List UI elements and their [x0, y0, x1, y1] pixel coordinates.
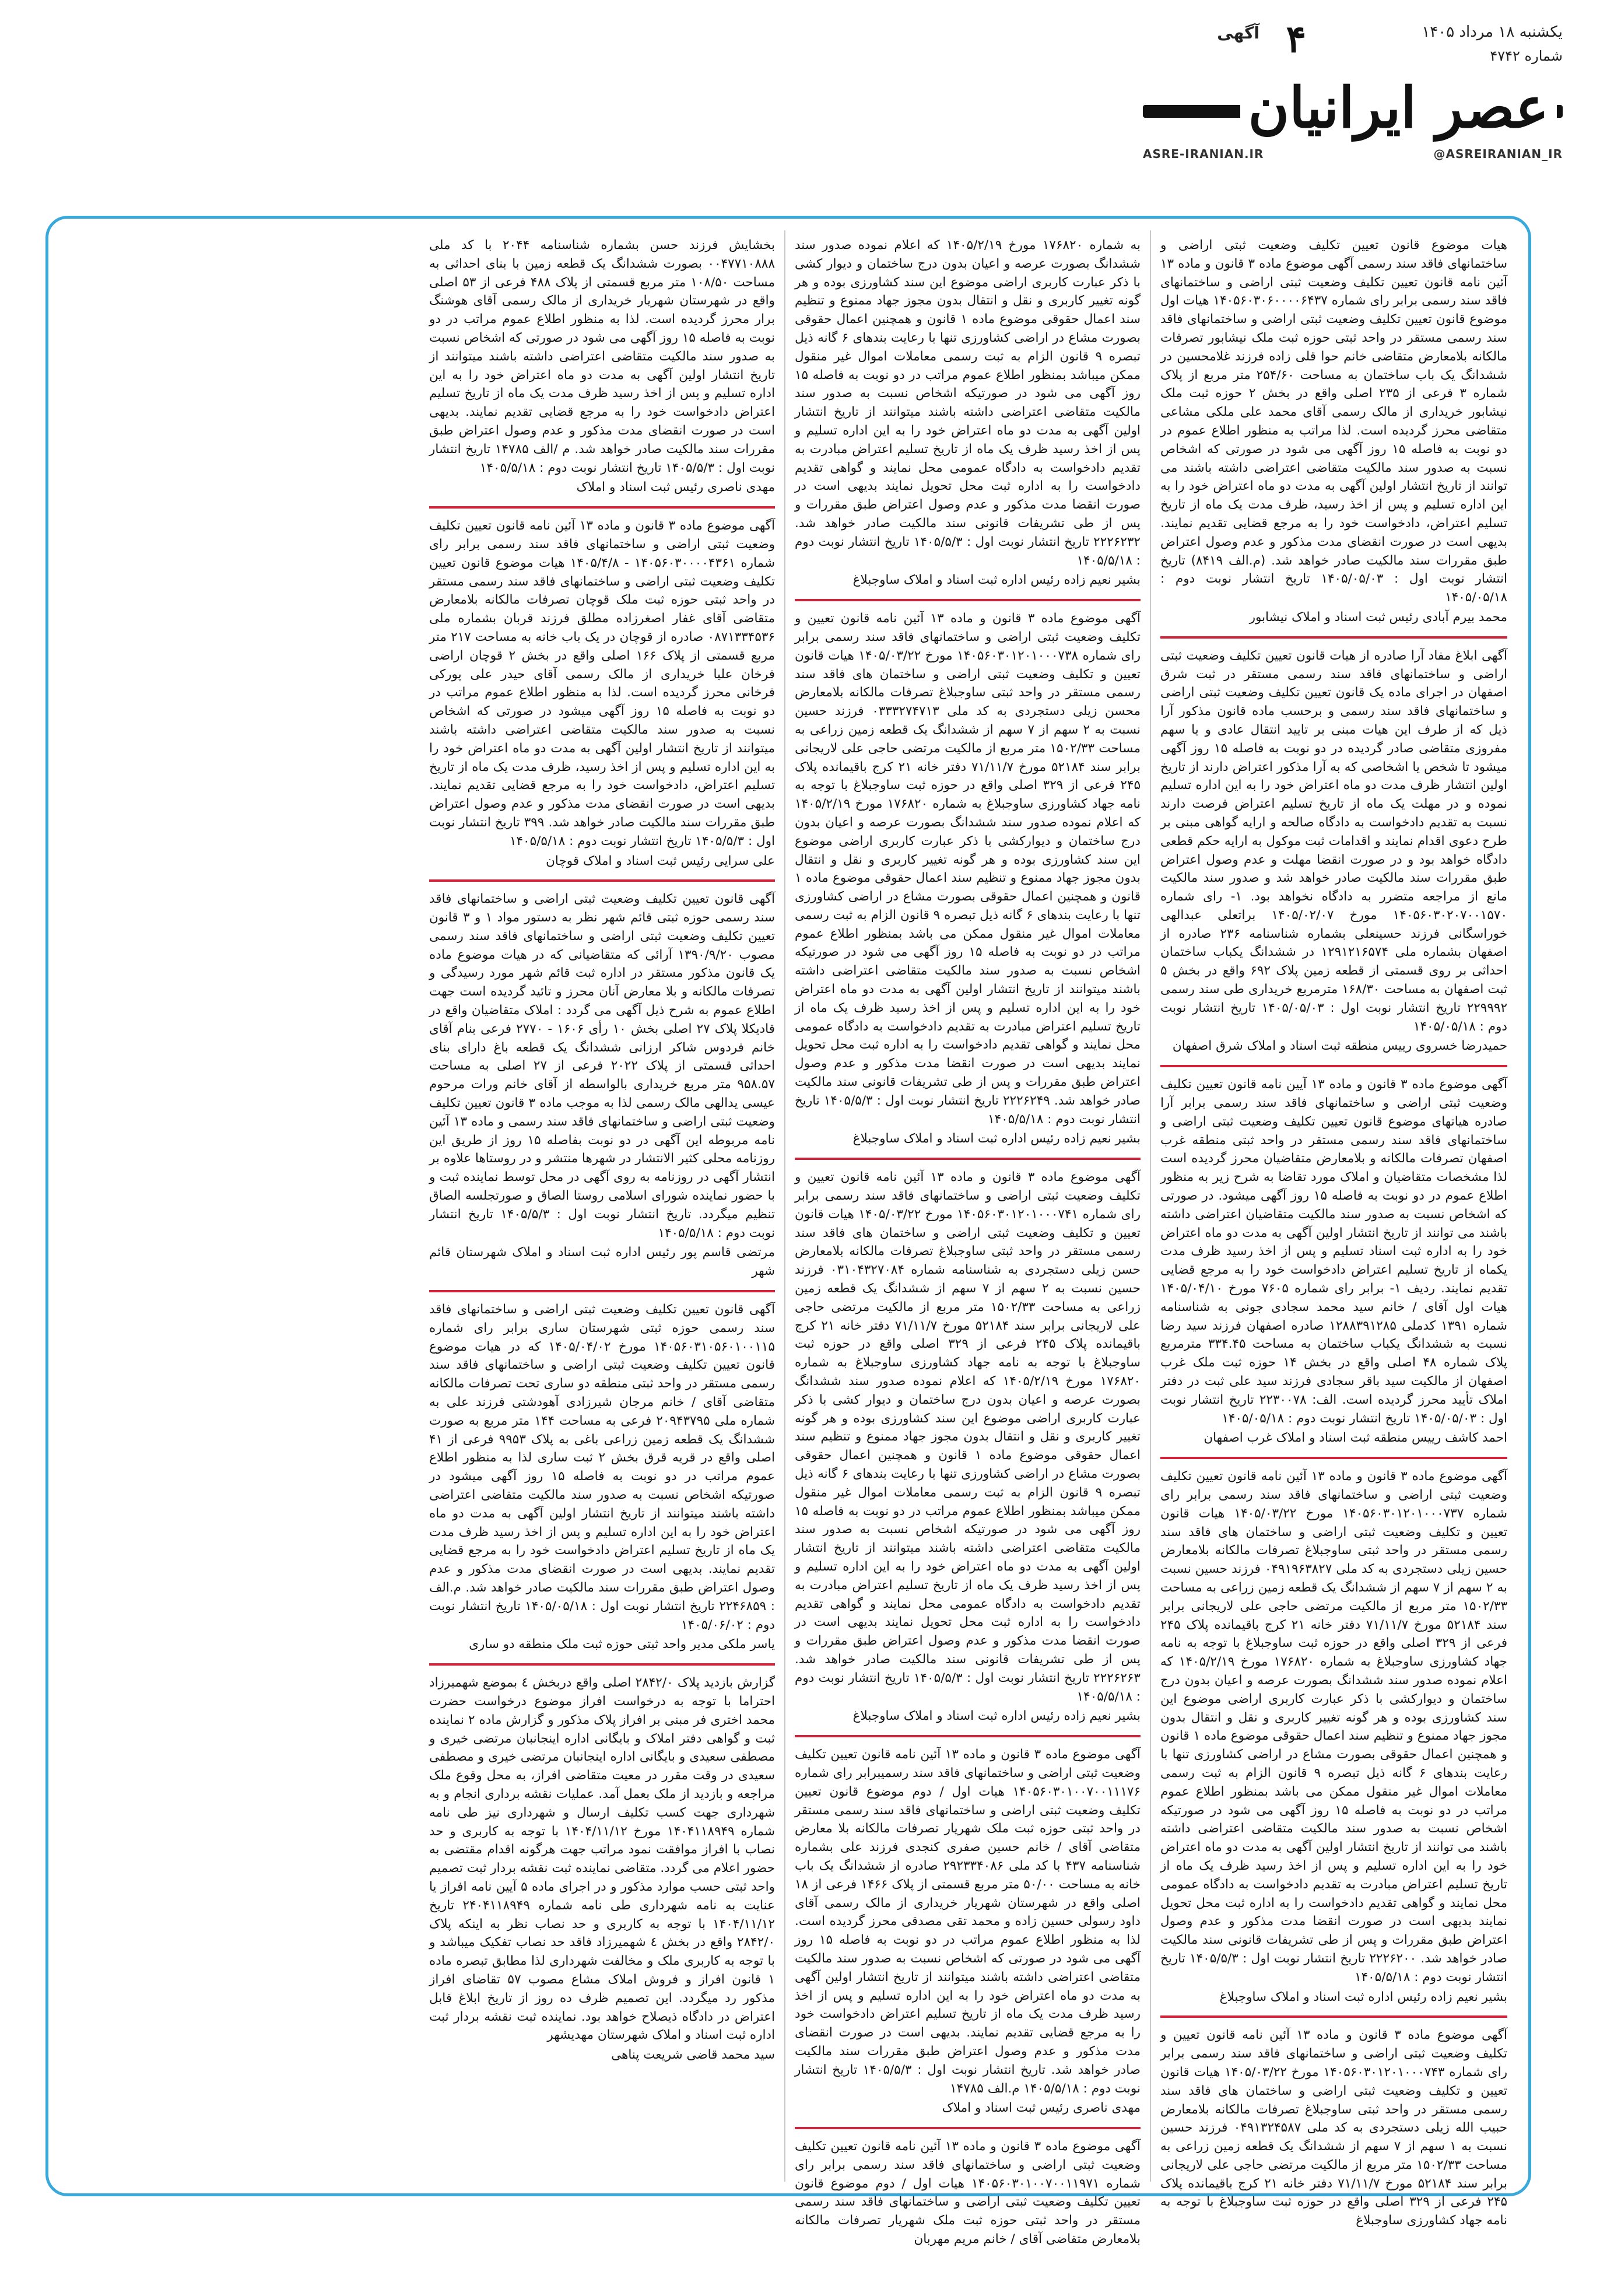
notice-body: آگهی موضوع ماده ۳ قانون و ماده ۱۳ آئین نامه قانون تعیین تکلیف وضعیت ثبتی اراضی و ساختمانهای فاقد سند رسمی برابر رای شماره ۱۴۰۵۶۰۳۰۰۰۰۴۳۶۱ - ۱۴۰۵/۴/۸ هیات موضوع قانون تعیین تکلیف وضعیت ثبتی اراضی و ساختمانهای فاقد سند رسمی مستقر در واحد ثبتی حوزه ثبت ملک قوچان تصرفات مالکانه بلامعارض متقاضی آقای غفار اصغرزاده مطلق فرزند قربان بشماره ملی ۰۸۷۱۳۳۴۵۳۶ صادره از قوچان در یک باب خانه به مساحت ۲۱۷ متر مربع قسمتی از پلاک ۱۶۶ اصلی واقع در بخش ۲ قوچان اراضی فرخان علیا خریداری از مالک رسمی آقای حیدر علی پورکی فرخانی محرز گردیده است. لذا به منظور اطلاع عموم مراتب در دو نوبت به فاصله ۱۵ روز آگهی میشود در صورتی که اشخاص نسبت به صدور سند مالکیت متقاضی اعتراضی داشته باشند میتوانند از تاریخ انتشار اولین آگهی به مدت دو ماه اعتراض خود را به این اداره تسلیم و پس از اخذ رسید، ظرف مدت یک ماه از تاریخ تسلیم اعتراض، دادخواست خود را به مرجع قضایی تقدیم نمایند. بدیهی است در صورت انقضای مدت مذکور و عدم وصول اعتراض طبق مقررات سند مالکیت صادر خواهد شد. ۳۹۹ تاریخ انتشار نوبت اول : ۱۴۰۵/۵/۳ تاریخ انتشار نوبت دوم : ۱۴۰۵/۵/۱۸ [429, 518, 776, 849]
notice-body: گزارش بازدید پلاک ۲۸۴۲/۰ اصلی واقع دربخش ٤ بموضع شهمیرزاد احتراما با توجه به درخواست افراز موضوع درخواست حضرت محمد اختری فر مبنی بر افراز پلاک مذکور و گزارش ماده ۲ نماینده ثبت و گواهی دفتر املاک و بایگانی اداره اینجانبان مرتضی خیری و مصطفی سعیدی و بایگانی اداره اینجانبان مرتضی خیری و مصطفی سعیدی در وقت مقرر در معیت متقاضی افراز، به محل وقوع ملک مراجعه و بازدید از ملک بعمل آمد. عملیات نقشه برداری انجام و به شهرداری جهت کسب تکلیف ارسال و شهرداری نیز طی نامه شماره ۱۴۰۴۱۱۸۹۴۹ مورخ ۱۴۰۴/۱۱/۱۲ با توجه به کاربری و حد نصاب با افراز موافقت نمود مراتب جهت هرگونه اقدام مقتضی به حضور اعلام می گردد. متقاضی نماینده ثبت نقشه بردار ثبت تصمیم واحد ثبتی حسب موارد مذکور و در اجرای ماده ۵ آیین نامه افراز یا عنایت به نامه شهرداری طی نامه شماره ۲۴۰۴۱۱۸۹۴۹ تاریخ ۱۴۰۴/۱۱/۱۲ با توجه به کاربری و حد نصاب نظر به اینکه پلاک ۲۸۴۲/۰ واقع در بخش ٤ شهمیرزاد فاقد حد نصاب تفکیک میباشد و با توجه به کاربری ملک و مخالفت شهرداری لذا مطابق تبصره ماده ۱ قانون افراز و فروش املاک مشاع مصوب ۵۷ تقاضای افراز مذکور رد میگردد. این تصمیم ظرف ده روز از تاریخ ابلاغ قابل اعتراض در دادگاه ذیصلاح خواهد بود. نماینده ثبت نقشه بردار ثبت اداره ثبت اسناد و املاک شهرستان مهدیشهر [429, 1675, 776, 2043]
ad-columns [60, 230, 1517, 2247]
legal-notice [795, 599, 1141, 1152]
page-number: ۴ [1286, 17, 1306, 61]
notice-signature: علی سرایی رئیس ثبت اسناد و املاک قوچان [546, 853, 775, 868]
notice-body: آگهی موضوع ماده ۳ قانون و ماده ۱۳ آئین نامه قانون تعیین و تکلیف وضعیت ثبتی اراضی و ساختمانهای فاقد سند رسمی برابر رای شماره ۱۴۰۵۶۰۳۰۱۲۰۱۰۰۰۷۳۸ مورخ ۱۴۰۵/۰۳/۲۲ هیات قانون تعیین و تکلیف وضعیت ثبتی اراضی و ساختمان های فاقد سند رسمی مستقر در واحد ثبتی ساوجبلاغ تصرفات مالکانه بلامعارض محسن زیلی دستجردی به کد ملی ۰۳۳۳۲۷۴۷۱۳ فرزند حسین نسبت به ۲ سهم از ۷ سهم از ششدانگ یک قطعه زمین زراعی به مساحت ۱۵۰۲/۳۳ متر مربع از مالکیت مرتضی حاجی علی لاریجانی برابر سند ۵۲۱۸۴ مورخ ۷۱/۱۱/۷ دفتر خانه ۲۱ کرج باقیمانده پلاک ۲۴۵ فرعی از ۳۲۹ اصلی واقع در حوزه ثبت ساوجبلاغ با توجه به نامه جهاد کشاورزی ساوجبلاغ به شماره ۱۷۶۸۲۰ مورخ ۱۴۰۵/۲/۱۹ که اعلام نموده صدور سند ششدانگ بصورت عرصه و اعیان بدون درج ساختمان و دیوارکشی با ذکر عبارت کاربری اراضی موضوع این سند کشاورزی بوده و هر گونه تغییر کاربری و نقل و انتقال بدون مجوز جهاد ممنوع و تنظیم سند اعمال حقوقی موضوع ماده ۱ قانون و همچنین اعمال حقوقی بصورت مشاع در اراضی کشاورزی تنها با رعایت بندهای ۶ گانه ذیل تبصره ۹ قانون الزام به ثبت رسمی معاملات اموال غیر منقول ممکن می باشد بمنظور اطلاع عموم مراتب در دو نوبت به فاصله ۱۵ روز آگهی می شود در صورتیکه اشخاص نسبت به صدور سند مالکیت متقاضی اعتراضی داشته باشند میتوانند از تاریخ انتشار اولین آگهی به مدت دو ماه اعتراض خود را به این اداره تسلیم و پس از اخذ رسید ظرف یک ماه از تاریخ تسلیم اعتراض مبادرت به تقدیم دادخواست به دادگاه عمومی محل نمایند و گواهی تقدیم دادخواست را به اداره ثبت محل تحویل نمایند بدیهی است در صورت انقضا مدت مذکور و عدم وصول اعتراض طبق مقررات و پس از طی تشریفات قانونی سند مالکیت صادر خواهد شد. ۲۲۲۶۲۴۹ تاریخ انتشار نوبت اول : ۱۴۰۵/۵/۳ تاریخ انتشار نوبت دوم : ۱۴۰۵/۵/۱۸ [795, 611, 1141, 1127]
legal-notice [1160, 230, 1507, 630]
notice-signature: احمد کاشف رییس منطقه ثبت اسناد و املاک غرب اصفهان [1204, 1431, 1507, 1446]
notice-signature: یاسر ملکی مدیر واحد ثبتی حوزه ثبت ملک منطقه دو ساری [469, 1637, 775, 1652]
notice-body: آگهی موضوع ماده ۳ قانون و ماده ۱۳ آئین نامه قانون تعیین و تکلیف وضعیت ثبتی اراضی و ساختمانهای فاقد سند رسمی برابر رای شماره ۱۴۰۵۶۰۳۰۱۲۰۱۰۰۰۷۴۱ مورخ ۱۴۰۵/۰۳/۲۲ هیات قانون تعیین و تکلیف وضعیت ثبتی اراضی و ساختمان های فاقد سند رسمی مستقر در واحد ثبتی ساوجبلاغ تصرفات مالکانه بلامعارض حسن زیلی دستجردی به شناسنامه شماره ۰۳۱۰۴۳۲۷۰۸۴ فرزند حسین نسبت به ۲ سهم از ۷ سهم از ششدانگ یک قطعه زمین زراعی به مساحت ۱۵۰۲/۳۳ متر مربع از مالکیت مرتضی حاجی علی لاریجانی برابر سند ۵۲۱۸۴ مورخ ۷۱/۱۱/۷ دفتر خانه ۲۱ کرج باقیمانده پلاک ۲۴۵ فرعی از ۳۲۹ اصلی واقع در حوزه ثبت ساوجبلاغ با توجه به نامه جهاد کشاورزی ساوجبلاغ به شماره ۱۷۶۸۲۰ مورخ ۱۴۰۵/۲/۱۹ که اعلام نموده صدور سند ششدانگ بصورت عرصه و اعیان بدون درج ساختمان و دیوار کشی با ذکر عبارت کاربری اراضی موضوع این سند کشاورزی بوده و هر گونه تغییر کاربری و نقل و انتقال بدون مجوز جهاد ممنوع و تنظیم سند اعمال حقوقی موضوع ماده ۱ قانون و همچنین اعمال حقوقی بصورت مشاع در اراضی کشاورزی تنها با رعایت بندهای ۶ گانه ذیل تبصره ۹ قانون الزام به ثبت رسمی معاملات اموال غیر منقول ممکن میباشد بمنظور اطلاع عموم مراتب در دو نوبت به فاصله ۱۵ روز آگهی می شود در صورتیکه اشخاص نسبت به صدور سند مالکیت متقاضی اعتراضی داشته باشند میتوانند از تاریخ انتشار اولین آگهی به مدت دو ماه اعتراض خود را به این اداره تسلیم و پس از اخذ رسید ظرف یک ماه از تاریخ تسلیم اعتراض مبادرت به تقدیم دادخواست به دادگاه عمومی محل نمایند و گواهی تقدیم دادخواست را به اداره ثبت محل تحویل نمایند بدیهی است در صورت انقضا مدت مذکور و عدم وصول اعتراض طبق مقررات و پس از طی تشریفات قانونی سند مالکیت صادر خواهد شد. ۲۲۲۶۲۶۳ تاریخ انتشار نوبت اول : ۱۴۰۵/۵/۳ تاریخ انتشار نوبت دوم : ۱۴۰۵/۵/۱۸ [795, 1170, 1141, 1704]
instagram-handle[interactable]: @ASREIRANIAN_IR [1433, 147, 1563, 161]
legal-notice [429, 1663, 775, 2068]
legal-notice [1160, 1065, 1507, 1451]
legal-notice [795, 1158, 1141, 1729]
notice-body: آگهی موضوع ماده ۳ قانون و ماده ۱۳ آئین نامه قانون تعیین تکلیف وضعیت ثبتی اراضی و ساختمانهای فاقد سند رسمی برابر رای شماره ۱۴۰۵۶۰۳۰۱۲۰۱۰۰۰۷۳۷ مورخ ۱۴۰۵/۰۳/۲۲ هیات قانون تعیین و تکلیف وضعیت ثبتی اراضی و ساختمان های فاقد سند رسمی مستقر در واحد ثبتی ساوجبلاغ تصرفات مالکانه بلامعارض حسین زیلی دستجردی به کد ملی ۰۴۹۱۹۶۳۸۲۷ فرزند حسین نسبت به ۲ سهم از ۷ سهم از ششدانگ یک قطعه زمین زراعی به مساحت ۱۵۰۲/۳۳ متر مربع از مالکیت مرتضی حاجی علی لاریجانی برابر سند ۵۲۱۸۴ مورخ ۷۱/۱۱/۷ دفتر خانه ۲۱ کرج باقیمانده پلاک ۲۴۵ فرعی از ۳۲۹ اصلی واقع در حوزه ثبت ساوجبلاغ با توجه به نامه جهاد کشاورزی ساوجبلاغ به شماره ۱۷۶۸۲۰ مورخ ۱۴۰۵/۲/۱۹ که اعلام نموده صدور سند ششدانگ بصورت عرصه و اعیان بدون درج ساختمان و دیوارکشی با ذکر عبارت کاربری اراضی موضوع این سند کشاورزی بوده و هر گونه تغییر کاربری و نقل و انتقال بدون مجوز جهاد ممنوع و تنظیم سند اعمال حقوقی موضوع ماده ۱ قانون و همچنین اعمال حقوقی بصورت مشاع در اراضی کشاورزی تنها با رعایت بندهای ۶ گانه ذیل تبصره ۹ قانون الزام به ثبت رسمی معاملات اموال غیر منقول ممکن می باشد بمنظور اطلاع عموم مراتب در دو نوبت به فاصله ۱۵ روز آگهی می شود در صورتیکه اشخاص نسبت به صدور سند مالکیت متقاضی اعتراضی داشته باشند می توانند از تاریخ انتشار اولین آگهی به مدت دو ماه اعتراض خود را به این اداره تسلیم و پس از اخذ رسید ظرف یک ماه از تاریخ تسلیم اعتراض مبادرت به تقدیم دادخواست به دادگاه عمومی محل نمایند و گواهی تقدیم دادخواست را به اداره ثبت محل تحویل نمایند بدیهی است در صورت انقضا مدت مذکور و عدم وصول اعتراض طبق مقررات و پس از طی تشریفات قانونی سند مالکیت صادر خواهد شد. ۲۲۲۶۲۰۰ تاریخ انتشار نوبت اول : ۱۴۰۵/۵/۳ تاریخ انتشار نوبت دوم : ۱۴۰۵/۵/۱۸ [1160, 1469, 1508, 1985]
masthead [1143, 17, 1563, 163]
legal-notice [429, 1290, 775, 1657]
notice-body: آگهی موضوع ماده ۳ قانون و ماده ۱۳ آئین نامه قانون تعیین و تکلیف وضعیت ثبتی اراضی و ساختمانهای فاقد سند رسمی برابر رای شماره ۱۴۰۵۶۰۳۰۱۲۰۱۰۰۰۷۴۳ مورخ ۱۴۰۵/۰۳/۲۲ هیات قانون تعیین و تکلیف وضعیت ثبتی اراضی و ساختمان های فاقد سند رسمی مستقر در واحد ثبتی ساوجبلاغ تصرفات مالکانه بلامعارض حبیب الله زیلی دستجردی به کد ملی ۰۴۹۱۳۲۴۵۸۷ فرزند حسین نسبت به ۱ سهم از ۷ سهم از ششدانگ یک قطعه زمین زراعی به مساحت ۱۵۰۲/۳۳ متر مربع از مالکیت مرتضی حاجی علی لاریجانی برابر سند ۵۲۱۸۴ مورخ ۷۱/۱۱/۷ دفتر خانه ۲۱ کرج باقیمانده پلاک ۲۴۵ فرعی از ۳۲۹ اصلی واقع در حوزه ثبت ساوجبلاغ با توجه به نامه جهاد کشاورزی ساوجبلاغ [1160, 2028, 1508, 2228]
legal-notice [429, 506, 775, 874]
notice-signature: بشیر نعیم زاده رئیس اداره ثبت اسناد و املاک ساوجبلاغ [852, 1709, 1141, 1724]
legal-notice [429, 879, 775, 1284]
notice-body: آگهی موضوع ماده ۳ قانون و ماده ۱۳ آئین نامه قانون تعیین تکلیف وضعیت ثبتی اراضی و ساختمانهای فاقد سند رسمیبرابر رای شماره ۱۴۰۵۶۰۳۰۱۰۰۷۰۰۱۱۱۷۶ هیات اول / دوم موضوع قانون تعیین تکلیف وضعیت ثبتی اراضی و ساختمانهای فاقد سند رسمی مستقر در واحد ثبتی حوزه ثبت ملک شهریار تصرفات مالکانه بلا معارض متقاضی آقای / خانم حسین صفری کنجدی فرزند علی بشماره شناسنامه ۴۳۷ با کد ملی ۲۹۲۳۳۴۰۸۶ صادره از ششدانگ یک باب خانه به مساحت ۵۰/۰۰ متر مربع قسمتی از پلاک ۱۴۶۶ فرعی از ۱۸ اصلی واقع در شهرستان شهریار خریداری از مالک رسمی آقای داود رسولی حسین زاده و محمد تقی مصدقی محرز گردیده است. لذا به منظور اطلاع عموم مراتب در دو نوبت به فاصله ۱۵ روز آگهی می شود در صورتی که اشخاص نسبت به صدور سند مالکیت متقاضی اعتراضی داشته باشند میتوانند از تاریخ انتشار اولین آگهی به مدت دو ماه اعتراض خود را به این اداره تسلیم و پس از اخذ رسید ظرف مدت یک ماه از تاریخ تسلیم اعتراض دادخواست خود را به مرجع قضایی تقدیم نمایند. بدیهی است در صورت انقضای مدت مذکور و عدم وصول اعتراض طبق مقررات سند مالکیت صادر خواهد شد. تاریخ انتشار نوبت اول : ۱۴۰۵/۵/۳ تاریخ انتشار نوبت دوم : ۱۴۰۵/۵/۱۸ م.الف ۱۴۷۸۵ [795, 1747, 1141, 2096]
notice-body: هیات موضوع قانون تعیین تکلیف وضعیت ثبتی اراضی و ساختمانهای فاقد سند رسمی آگهی موضوع ماده ۳ قانون و ماده ۱۳ آئین نامه قانون تعیین تکلیف وضعیت ثبتی اراضی و ساختمانهای فاقد سند رسمی برابر رای شماره ۱۴۰۵۶۰۳۰۶۰۰۰۰۶۴۳۷ هیات اول موضوع قانون تعیین تکلیف وضعیت ثبتی اراضی و ساختمانهای فاقد سند رسمی مستقر در واحد ثبتی حوزه ثبت ملک نیشابور تصرفات مالکانه بلامعارض متقاضی خانم حوا قلی زاده فرزند غلامحسین در ششدانگ یک باب ساختمان به مساحت ۲۵۴/۶۰ متر مربع از پلاک شماره ۳ فرعی از ۲۳۵ اصلی واقع در بخش ۲ حوزه ثبت ملک نیشابور خریداری از مالک رسمی آقای محمد علی ملکی مشاعی متقاضی محرز گردیده است. لذا مراتب به منظور اطلاع عموم در دو نوبت به فاصله ۱۵ روز آگهی می شود در صورتی که اشخاص نسبت به صدور سند مالکیت متقاضی اعتراضی داشته باشند می توانند از تاریخ انتشار اولین آگهی به مدت دو ماه اعتراض خود را به این اداره تسلیم و پس از اخذ رسید، ظرف مدت یک ماه از تاریخ تسلیم اعتراض، دادخواست خود را به مرجع قضایی تقدیم نمایند. بدیهی است در صورت انقضای مدت مذکور و عدم وصول اعتراض طبق مقررات سند مالکیت صادر خواهد شد. (م.الف ۸۴۱۹) تاریخ انتشار نوبت اول : ۱۴۰۵/۰۵/۰۳ تاریخ انتشار نوبت دوم : ۱۴۰۵/۰۵/۱۸ [1160, 238, 1507, 605]
notice-signature: بشیر نعیم زاده رئیس اداره ثبت اسناد و املاک ساوجبلاغ [1219, 1989, 1507, 2004]
ads-frame [45, 216, 1531, 2247]
notice-signature: حمیدرضا خسروی رییس منطقه ثبت اسناد و املاک شرق اصفهان [1172, 1039, 1507, 1054]
notice-signature: محمد بیرم آبادی رئیس ثبت اسناد و املاک نیشابور [1249, 609, 1507, 625]
legal-notice [1160, 2015, 1507, 2234]
logo-text: عصر ایرانیان [1240, 76, 1557, 140]
legal-notice [1160, 636, 1507, 1060]
legal-notice [429, 230, 775, 500]
website-link[interactable]: ASRE-IRANIAN.IR [1143, 147, 1264, 161]
ad-column-2 [785, 230, 1151, 2247]
ad-column-3 [420, 230, 785, 2182]
ad-column-1 [1151, 230, 1517, 2228]
notice-body: بخشایش فرزند حسن بشماره شناسنامه ۲۰۴۴ با کد ملی ۰۰۴۷۷۱۰۸۸۸ بصورت ششدانگ یک قطعه زمین با بنای احداثی به مساحت ۱۰۸/۵۰ متر مربع قسمتی از پلاک ۴۸۸ فرعی از ۵۳ اصلی واقع در شهرستان شهریار خریداری از مالک رسمی آقای هوشنگ برار محرز گردیده است. لذا به منظور اطلاع عموم مراتب در دو نوبت به فاصله ۱۵ روز آگهی می شود در صورتی که اشخاص نسبت به صدور سند مالکیت متقاضی اعتراضی داشته باشند میتوانند از تاریخ انتشار اولین آگهی به مدت دو ماه اعتراض خود را به این اداره تسلیم و پس از اخذ رسید ظرف مدت یک ماه از تاریخ تسلیم اعتراض دادخواست خود را به مرجع قضایی تقدیم نمایند. بدیهی است در صورت انقضای مدت مذکور و عدم وصول اعتراض طبق مقررات سند مالکیت صادر خواهد شد. م /الف ۱۴۷۸۵ تاریخ انتشار نوبت اول : ۱۴۰۵/۵/۳ تاریخ انتشار نوبت دوم : ۱۴۰۵/۵/۱۸ [429, 238, 776, 475]
legal-notice [795, 2127, 1141, 2252]
legal-notice [795, 230, 1141, 593]
newspaper-logo [1143, 75, 1563, 141]
notice-body: به شماره ۱۷۶۸۲۰ مورخ ۱۴۰۵/۲/۱۹ که اعلام نموده صدور سند ششدانگ بصورت عرصه و اعیان بدون درج ساختمان و دیوار کشی با ذکر عبارت کاربری اراضی موضوع این سند کشاورزی بوده و هر گونه تغییر کاربری و نقل و انتقال بدون مجوز جهاد ممنوع و تنظیم سند اعمال حقوقی موضوع ماده ۱ قانون و همچنین اعمال حقوقی بصورت مشاع در اراضی کشاورزی تنها با رعایت بندهای ۶ گانه ذیل تبصره ۹ قانون الزام به ثبت رسمی معاملات اموال غیر منقول ممکن میباشد بمنظور اطلاع عموم مراتب در دو نوبت به فاصله ۱۵ روز آگهی می شود در صورتیکه اشخاص نسبت به صدور سند مالکیت متقاضی اعتراضی داشته باشند میتوانند از تاریخ انتشار اولین آگهی به مدت دو ماه اعتراض خود را به این اداره تسلیم و پس از اخذ رسید ظرف یک ماه از تاریخ تسلیم اعتراض مبادرت به تقدیم دادخواست به دادگاه عمومی محل نمایند و گواهی تقدیم دادخواست را به اداره ثبت محل تحویل نمایند بدیهی است در صورت انقضا مدت مذکور و عدم وصول اعتراض طبق مقررات و پس از طی تشریفات قانونی سند مالکیت صادر خواهد شد. ۲۲۲۶۲۳۲ تاریخ انتشار نوبت اول : ۱۴۰۵/۵/۳ تاریخ انتشار نوبت دوم : ۱۴۰۵/۵/۱۸ [795, 238, 1141, 568]
notice-body: آگهی موضوع ماده ۳ قانون و ماده ۱۳ آئین نامه قانون تعیین تکلیف وضعیت ثبتی اراضی و ساختمانهای فاقد سند رسمی برابر رای شماره ۱۴۰۵۶۰۳۰۱۰۰۷۰۰۱۱۹۷۱ هیات اول / دوم موضوع قانون تعیین تکلیف وضعیت ثبتی اراضی و ساختمانهای فاقد سند رسمی مستقر در واحد ثبتی حوزه ثبت ملک شهریار تصرفات مالکانه بلامعارض متقاضی آقای / خانم مریم مهربان [795, 2139, 1141, 2247]
notice-signature: مهدی ناصری رئیس ثبت اسناد و املاک [576, 480, 775, 495]
notice-signature: مهدی ناصری رئیس ثبت اسناد و املاک [942, 2101, 1141, 2116]
legal-notice [795, 1735, 1141, 2121]
notice-signature: سید محمد قاضی شریعت پناهی [611, 2048, 775, 2063]
notice-body: آگهی ابلاغ مفاد آرا صادره از هیات قانون تعیین تکلیف وضعیت ثبتی اراضی و ساختمانهای فاقد سند رسمی مستقر در ثبت شرق اصفهان در اجرای ماده یک قانون تعیین تکلیف وضعیت ثبتی اراضی و ساختمانهای فاقد سند رسمی و برحسب ماده قانون مذکور آرا ذیل که از طرف این هیات مبنی بر تایید انتقال عادی و یا سهم مفروزی متقاضی صادر گردیده در دو نوبت به فاصله ۱۵ روز آگهی میشود تا شخص یا اشخاصی که به آرا مذکور اعتراض دارند از تاریخ اولین انتشار ظرف مدت دو ماه اعتراض خود را به این اداره تسلیم نموده و در مهلت یک ماه از تاریخ تسلیم اعتراض فرصت دارند نسبت به تقدیم دادخواست به دادگاه صالحه و ارایه گواهی مبنی بر طرح دعوی اقدام نمایند و اقدامات ثبت موکول به ارایه حکم قطعی دادگاه خواهد بود و در صورت انقضا مهلت و عدم وصول اعتراض طبق مقررات سند مالکیت صادر خواهد شد و صدور سند مالکیت مانع از مراجعه متضرر به دادگاه نخواهد بود. ۱- رای شماره ۱۴۰۵۶۰۳۰۲۰۷۰۰۱۵۷۰ مورخ ۱۴۰۵/۰۲/۰۷ براتعلی عبدالهی خوراسگانی فرزند حسینعلی بشماره شناسنامه ۲۳۶ صادره از اصفهان بشماره ملی ۱۲۹۱۲۱۶۵۷۴ در ششدانگ یکباب ساختمان احداثی بر روی قسمتی از قطعه زمین پلاک ۶۹۲ واقع در بخش ۵ ثبت اصفهان به مساحت ۱۶۸/۳۰ مترمربع خریداری طی سند رسمی ۲۲۹۹۹۲ تاریخ انتشار نوبت اول : ۱۴۰۵/۰۵/۰۳ تاریخ انتشار نوبت دوم : ۱۴۰۵/۰۵/۱۸ [1160, 648, 1507, 1034]
notice-body: آگهی قانون تعیین تکلیف وضعیت ثبتی اراضی و ساختمانهای فاقد سند رسمی حوزه ثبتی قائم شهر نظر به دستور مواد ۱ و ۳ قانون تعیین تکلیف وضعیت ثبتی اراضی و ساختمانهای فاقد سند رسمی مصوب ۱۳۹۰/۹/۲۰ آرائی که متقاضیانی که در هیات موضوع ماده یک قانون مذکور مستقر در اداره ثبت قائم شهر مورد رسیدگی و تصرفات مالکانه و بلا معارض آنان محرز و تائید گردیده است جهت اطلاع عموم به شرح ذیل آگهی می گردد : املاک متقاضیان واقع در قادیکلا پلاک ۲۷ اصلی بخش ۱۰ رأی ۱۶۰۶ - ۲۷۷۰ فرعی بنام آقای خانم فردوس شاکر ارزانی ششدانگ یک قطعه باغ دارای بنای احداثی قسمتی از پلاک ۲۰۲۲ فرعی از ۲۷ اصلی به مساحت ۹۵۸.۵۷ متر مربع خریداری بالواسطه از آقای خانم ورات مرحوم عیسی یدالهی مالک رسمی لذا به موجب ماده ۳ قانون تعیین تکلیف وضعیت ثبتی اراضی و ساختمانهای فاقد سند رسمی و ماده ۱۳ آئین نامه مربوطه این آگهی در دو نوبت بفاصله ۱۵ روز از طریق این روزنامه محلی کثیر الانتشار در شهرها منتشر و در روستاها علاوه بر انتشار آگهی در روزنامه به روی آگهی در محل توسط نماینده ثبت و با حضور نماینده شورای اسلامی روستا الصاق و صورتجلسه الصاق تنظیم میگردد. تاریخ انتشار نوبت اول : ۱۴۰۵/۵/۳ تاریخ انتشار نوبت دوم : ۱۴۰۵/۵/۱۸ [429, 892, 776, 1240]
notice-body: آگهی موضوع ماده ۳ قانون و ماده ۱۳ آیین نامه قانون تعیین تکلیف وضعیت ثبتی اراضی و ساختمانهای فاقد سند رسمی برابر آرا صادره هیاتهای موضوع قانون تعیین تکلیف وضعیت ثبتی اراضی و ساختمانهای فاقد سند رسمی مستقر در واحد ثبتی منطقه غرب اصفهان تصرفات مالکانه و بلامعارض متقاضیان محرز گردیده است لذا مشخصات متقاضیان و املاک مورد تقاضا به شرح زیر به منظور اطلاع عموم در دو نوبت به فاصله ۱۵ روز آگهی میشود. در صورتی که اشخاص نسبت به صدور سند مالکیت متقاضیان اعتراضی داشته باشند می توانند از تاریخ انتشار اولین آگهی به مدت دو ماه اعتراض خود را به اداره ثبت اسناد تسلیم و پس از اخذ رسید ظرف مدت یکماه از تاریخ تسلیم اعتراض دادخواست خود را به مرجع قضایی تقدیم نمایند. ردیف ۱- برابر رای شماره ۷۶۰۵ مورخ ۱۴۰۵/۰۴/۱۰ هیات اول آقای / خانم سید محمد سجادی جونی به شناسنامه شماره ۱۳۹۱ کدملی ۱۲۸۸۳۹۱۲۸۵ صادره اصفهان فرزند سید رضا نسبت به ششدانگ یکباب ساختمان به مساحت ۳۳۴.۴۵ مترمربع پلاک شماره ۴۸ اصلی واقع در بخش ۱۴ حوزه ثبت ملک غرب اصفهان از مالکیت سید باقر سجادی فرزند سید علی ثبت در دفتر املاک تأیید محرز گردیده است. الف: ۲۲۳۰۰۷۸ تاریخ انتشار نوبت اول : ۱۴۰۵/۰۵/۰۳ تاریخ انتشار نوبت دوم : ۱۴۰۵/۰۵/۱۸ [1160, 1077, 1508, 1426]
section-label: آگهی [1217, 23, 1259, 43]
legal-notice [1160, 1457, 1507, 2010]
notice-body: آگهی قانون تعیین تکلیف وضعیت ثبتی اراضی و ساختمانهای فاقد سند رسمی حوزه ثبتی شهرستان ساری برابر رای شماره ۱۴۰۵۶۰۳۱۰۵۶۰۱۰۰۱۱۵ مورخ ۱۴۰۵/۰۴/۰۲ که در هیات موضوع قانون تعیین تکلیف وضعیت ثبتی اراضی و ساختمانهای فاقد سند رسمی مستقر در واحد ثبتی منطقه دو ساری تحت تصرفات مالکانه متقاضی آقای / خانم مرجان شیرزادی آهودشتی فرزند علی به شماره ملی ۲۰۹۴۳۷۹۵ فرعی به مساحت ۱۴۴ متر مربع به صورت ششدانگ یک قطعه زمین زراعی باغی به پلاک ۹۹۵۳ فرعی از ۴۱ اصلی واقع در قریه قرق بخش ۲ ثبت ساری لذا به منظور اطلاع عموم مراتب در دو نوبت به فاصله ۱۵ روز آگهی میشود در صورتیکه اشخاص نسبت به صدور سند مالکیت متقاضی اعتراضی داشته باشند میتوانند از تاریخ انتشار اولین آگهی به مدت دو ماه اعتراض خود را به این اداره تسلیم و پس از اخذ رسید ظرف مدت یک ماه از تاریخ تسلیم اعتراض دادخواست خود را به مرجع قضایی تقدیم نمایند. بدیهی است در صورت انقضای مدت مذکور و عدم وصول اعتراض طبق مقررات سند مالکیت صادر خواهد شد. م.الف : ۲۲۴۶۸۵۹ تاریخ انتشار نوبت اول : ۱۴۰۵/۰۵/۱۸ تاریخ انتشار نوبت دوم : ۱۴۰۵/۰۶/۰۲ [429, 1302, 776, 1632]
notice-signature: بشیر نعیم زاده رئیس اداره ثبت اسناد و املاک ساوجبلاغ [852, 1131, 1141, 1147]
notice-signature: مرتضی قاسم پور رئیس اداره ثبت اسناد و املاک شهرستان قائم شهر [429, 1245, 775, 1279]
notice-signature: بشیر نعیم زاده رئیس اداره ثبت اسناد و املاک ساوجبلاغ [852, 573, 1141, 588]
issue-number: شماره ۴۷۴۲ [1490, 48, 1563, 64]
issue-date: یکشنبه ۱۸ مرداد ۱۴۰۵ [1422, 23, 1563, 41]
